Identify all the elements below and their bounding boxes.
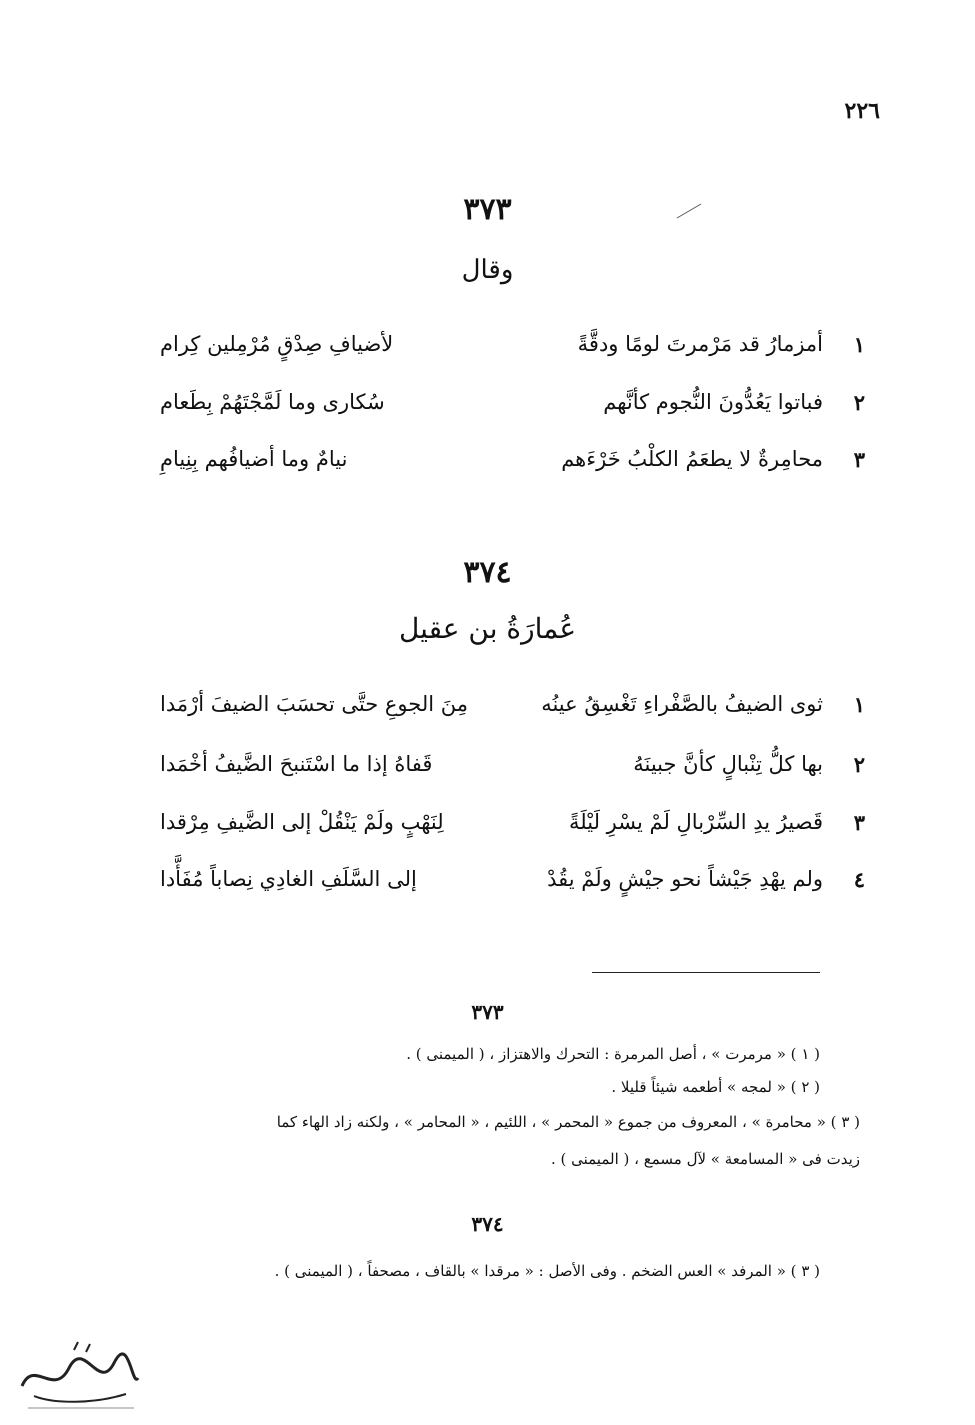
verse-second-hemistich: سُكارى وما لَمَّجْتَهُمْ بِطَعام: [160, 390, 385, 414]
footnote-heading: ٣٧٣: [471, 1000, 504, 1024]
verse-first-hemistich: بها كلُّ تِنْبالٍ كأنَّ جبينَهُ: [633, 752, 823, 776]
poem-number: ٣٧٣: [463, 192, 512, 227]
verse-first-hemistich: ثوى الضيفُ بالصَّفْراءِ تَغْسِقُ عينُه: [541, 692, 823, 716]
verse-second-hemistich: نيامٌ وما أضيافُهم بِنِيامِ: [160, 447, 348, 471]
verse: [160, 867, 865, 907]
verse-number: ٢: [853, 752, 865, 777]
footnote: ( ٢ ) « لمجه » أطعمه شيئاً قليلا .: [611, 1078, 820, 1096]
verse-number: ٢: [853, 390, 865, 415]
footnote-heading: ٣٧٤: [471, 1212, 504, 1236]
verse-second-hemistich: إلى السَّلَفِ الغادِي نِصاباً مُفَأَّدا: [160, 867, 417, 891]
verse: [160, 332, 865, 372]
verse-number: ٤: [853, 867, 865, 892]
footnote: ( ٣ ) « المرفد » العس الضخم . وفى الأصل : « مرقدا » بالقاف ، مصحفاً ، ( الميمنى ) .: [274, 1262, 820, 1280]
verse-number: ١: [853, 332, 865, 357]
library-stamp-logo: [14, 1338, 144, 1418]
poem-number: ٣٧٤: [463, 555, 512, 590]
poem-heading: وقال: [461, 255, 514, 285]
verse-second-hemistich: قَفاهُ إذا ما اسْتَنبحَ الضَّيفُ أخْمَدا: [160, 752, 433, 776]
verse-first-hemistich: ولم يهْدِ جَيْشاً نحو جيْشٍ ولَمْ يقُدْ: [547, 867, 823, 891]
footnote: ( ٣ ) « محامرة » ، المعروف من جموع « المحمر » ، اللئيم ، « المحامر » ، ولكنه زاد الهاء كما: [276, 1113, 860, 1131]
footnote-divider: [592, 972, 820, 973]
verse-first-hemistich: قَصيرُ يدِ السِّرْبالِ لَمْ يسْرِ لَيْلَةً: [569, 810, 823, 834]
verse: [160, 390, 865, 430]
footnote: زيدت فى « المسامعة » لآل مسمع ، ( الميمنى ) .: [550, 1150, 860, 1168]
verse-number: ٣: [853, 447, 865, 472]
poem-heading: عُمارَةُ بن عقيل: [398, 612, 577, 645]
verse-second-hemistich: مِنَ الجوعِ حتَّى تحسَبَ الضيفَ أرْمَدا: [160, 692, 468, 716]
verse-first-hemistich: أمزمارُ قد مَرْمرتَ لومًا ودقَّةً: [577, 332, 823, 356]
verse-first-hemistich: فباتوا يَعُدُّونَ النُّجوم كأنَّهم: [603, 390, 823, 414]
verse-number: ١: [853, 692, 865, 717]
verse: [160, 810, 865, 850]
page-number: ٢٢٦: [844, 98, 880, 124]
verse: [160, 692, 865, 732]
verse-second-hemistich: لِنَهْبٍ ولَمْ يَنْقُلْ إلى الضَّيفِ مِرْقدا: [160, 810, 444, 834]
verse: [160, 752, 865, 792]
verse-second-hemistich: لأضيافِ صِدْقٍ مُرْمِلين كِرام: [160, 332, 394, 356]
verse-first-hemistich: محامِرةٌ لا يطعَمُ الكلْبُ خَرْءَهم: [561, 447, 823, 471]
footnote: ( ١ ) « مرمرت » ، أصل المرمرة : التحرك والاهتزاز ، ( الميمنى ) .: [406, 1045, 820, 1063]
verse-number: ٣: [853, 810, 865, 835]
verse: [160, 447, 865, 487]
